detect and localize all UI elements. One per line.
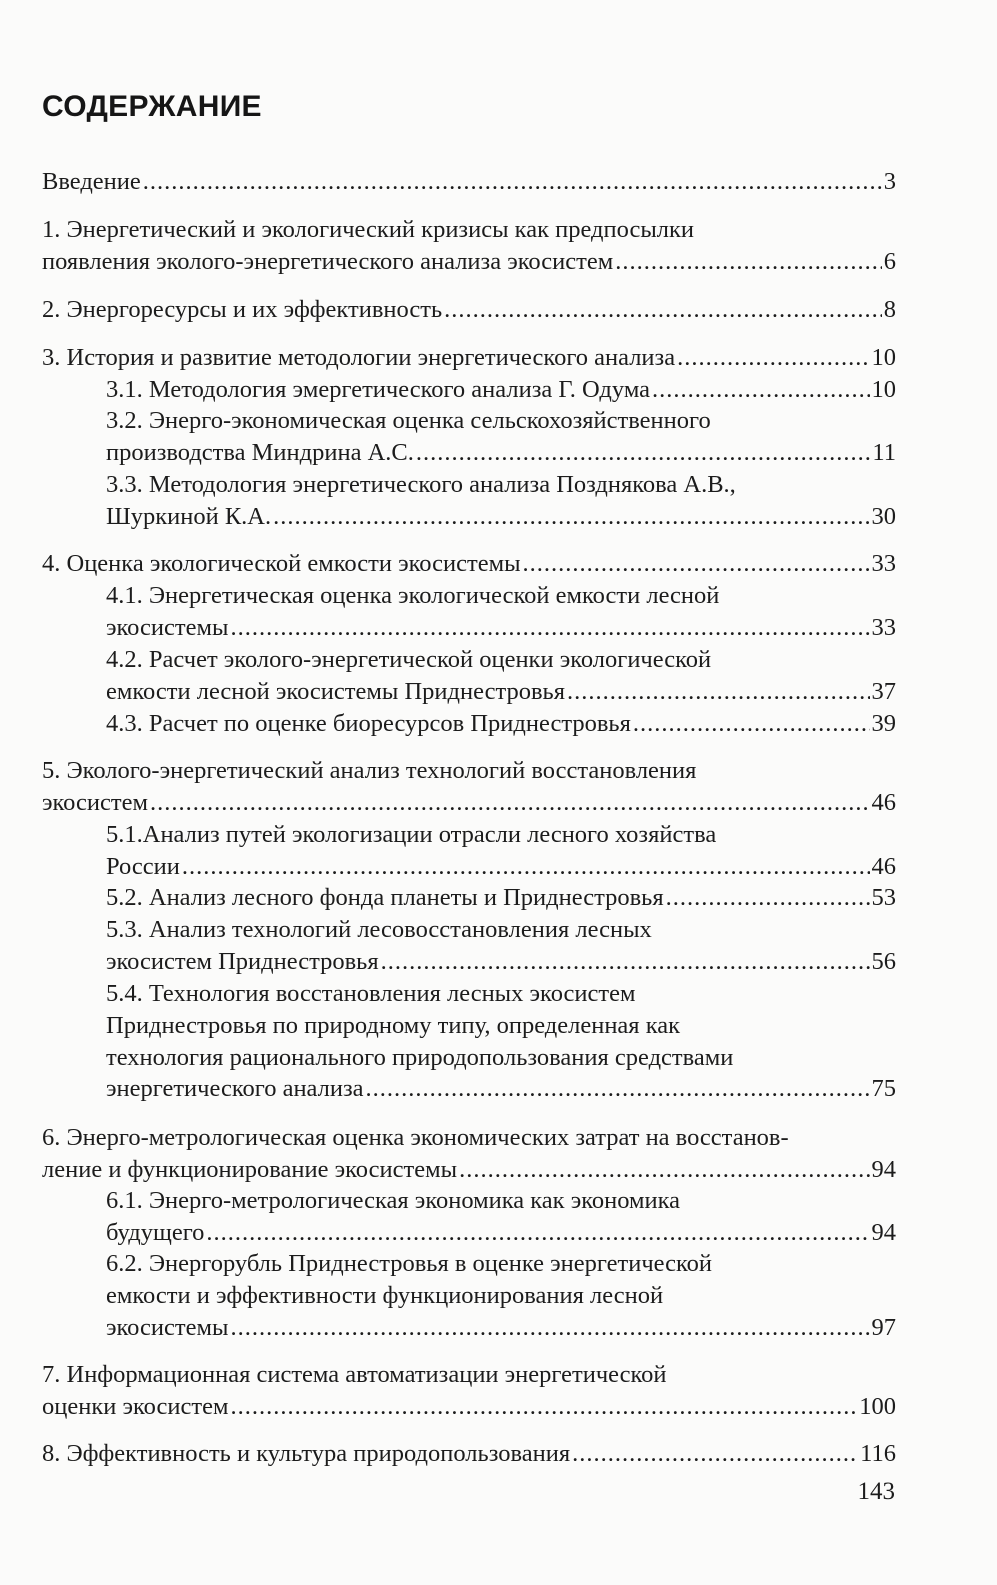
toc-page-number: 94 — [871, 1218, 896, 1246]
toc-entry-title: 8. Эффективность и культура природопользования — [42, 1440, 571, 1467]
toc-entry-title: 6.1. Энерго-метрологическая экономика как экономика — [106, 1187, 681, 1214]
dot-leader — [677, 342, 869, 374]
toc-entry-line-continued — [106, 580, 719, 612]
toc-entry-line — [42, 246, 896, 278]
toc-entry-line — [42, 342, 896, 374]
toc-entry-line-continued — [106, 469, 736, 501]
page-number: 143 — [857, 1478, 895, 1505]
toc-entry-title: 5. Эколого-энергетический анализ технологий восстановления — [42, 757, 697, 784]
toc-entry-line — [106, 882, 896, 914]
toc-entry-title: емкости и эффективности функционирования лесной — [106, 1281, 664, 1309]
toc-entry-title: 5.1.Анализ путей экологизации отрасли лесного хозяйства — [106, 821, 717, 848]
toc-entry-line-continued — [106, 405, 711, 437]
toc-page-number: 30 — [871, 502, 896, 530]
toc-entry-title: ление и функционирование экосистемы — [42, 1155, 458, 1183]
toc-entry-line-continued — [42, 1122, 789, 1154]
toc-page-number: 53 — [871, 884, 896, 911]
toc-entry-line — [42, 166, 896, 198]
toc-entry-title: экосистемы — [106, 613, 229, 641]
dot-leader — [273, 501, 869, 533]
toc-page-number: 37 — [871, 677, 896, 705]
toc-entry-title: 3.1. Методология эмергетического анализа Г. Одума — [106, 376, 651, 403]
toc-page-number: 100 — [859, 1392, 896, 1420]
dot-leader — [615, 246, 882, 278]
toc-page-number: 46 — [871, 852, 896, 880]
toc-entry-line-continued — [106, 644, 711, 676]
toc-page-number: 33 — [871, 550, 896, 577]
toc-entry-title: 5.4. Технология восстановления лесных экосистем — [106, 980, 636, 1007]
toc-entry-line-continued — [106, 978, 636, 1010]
toc-entry-title: 4. Оценка экологической емкости экосистемы — [42, 550, 521, 577]
toc-entry-title: 2. Энергоресурсы и их эффективность — [42, 296, 443, 323]
toc-page-number: 10 — [871, 344, 896, 371]
dot-leader — [459, 1154, 869, 1186]
toc-entry-line — [42, 294, 896, 326]
toc-page-number: 33 — [871, 613, 896, 641]
toc-page-number: 8 — [883, 296, 896, 323]
toc-entry-title: 4.1. Энергетическая оценка экологической емкости лесной — [106, 582, 720, 609]
toc-entry-line-continued — [106, 1280, 663, 1312]
toc-entry-title: экосистемы — [106, 1313, 229, 1341]
dot-leader — [143, 166, 882, 198]
toc-entry-line-continued — [106, 1042, 733, 1074]
toc-entry-line — [106, 374, 896, 406]
toc-page-number: 94 — [871, 1155, 896, 1183]
toc-entry-line — [106, 708, 896, 740]
toc-entry-title: 1. Энергетический и экологический кризисы как предпосылки — [42, 216, 695, 243]
toc-entry-line-continued — [106, 1185, 680, 1217]
toc-entry-title: появления эколого-энергетического анализа экосистем — [42, 247, 614, 275]
toc-entry-line — [106, 1312, 896, 1344]
toc-entry-line-continued — [106, 1248, 712, 1280]
toc-entry-title: 5.3. Анализ технологий лесовосстановления лесных — [106, 916, 652, 943]
toc-entry-title: экосистем — [42, 788, 148, 816]
contents-heading: СОДЕРЖАНИЕ — [42, 90, 262, 123]
dot-leader — [230, 612, 869, 644]
toc-entry-title: Введение — [42, 168, 141, 195]
toc-entry-title: Приднестровья по природному типу, определенная как — [106, 1011, 681, 1039]
dot-leader — [381, 946, 870, 978]
toc-entry-line-continued — [106, 914, 652, 946]
toc-page-number: 3 — [883, 168, 896, 195]
toc-entry-line — [106, 1217, 896, 1249]
toc-entry-line — [106, 946, 896, 978]
dot-leader — [666, 882, 870, 914]
toc-entry-title: будущего — [106, 1218, 205, 1246]
toc-entry-title: 4.3. Расчет по оценке биоресурсов Приднестровья — [106, 710, 631, 737]
dot-leader — [567, 676, 870, 708]
toc-entry-title: России — [106, 852, 180, 880]
dot-leader — [523, 548, 870, 580]
toc-page-number: 10 — [871, 376, 896, 403]
toc-entry-line — [106, 437, 896, 469]
toc-page-number: 97 — [871, 1313, 896, 1341]
toc-entry-line — [42, 1154, 896, 1186]
toc-page-number: 56 — [871, 947, 896, 975]
toc-entry-title: производства Миндрина А.С. — [106, 438, 414, 466]
toc-entry-line — [42, 787, 896, 819]
dot-leader — [230, 1312, 869, 1344]
toc-page-number: 39 — [871, 710, 896, 737]
dot-leader — [150, 787, 870, 819]
toc-entry-line-continued — [42, 755, 696, 787]
dot-leader — [366, 1073, 870, 1105]
toc-page-number: 75 — [871, 1075, 896, 1103]
toc-entry-title: 3.2. Энерго-экономическая оценка сельскохозяйственного — [106, 407, 711, 434]
toc-page-number: 6 — [883, 247, 896, 275]
toc-entry-line — [106, 501, 896, 533]
toc-entry-title: емкости лесной экосистемы Приднестровья — [106, 677, 565, 705]
dot-leader — [206, 1217, 869, 1249]
toc-entry-line-continued — [42, 214, 694, 246]
toc-entry-line — [42, 1391, 896, 1423]
toc-entry-line — [42, 548, 896, 580]
toc-entry-title: 5.2. Анализ лесного фонда планеты и Приднестровья — [106, 884, 664, 911]
toc-entry-line — [106, 676, 896, 708]
toc-entry-title: 3. История и развитие методологии энергетического анализа — [42, 344, 676, 371]
dot-leader — [444, 294, 882, 326]
dot-leader — [633, 708, 870, 740]
toc-entry-title: 7. Информационная система автоматизации энергетической — [42, 1361, 667, 1388]
toc-entry-title: Шуркиной К.А. — [106, 502, 272, 530]
toc-entry-line-continued — [106, 1010, 680, 1042]
toc-entry-title: 3.3. Методология энергетического анализа Позднякова А.В., — [106, 471, 736, 498]
toc-entry-line — [106, 1073, 896, 1105]
toc-entry-line-continued — [106, 819, 716, 851]
toc-entry-title: 6.2. Энергорубль Приднестровья в оценке энергетической — [106, 1250, 713, 1277]
toc-entry-title: экосистем Приднестровья — [106, 947, 379, 975]
toc-page-number: 11 — [872, 438, 896, 466]
toc-entry-line — [106, 851, 896, 883]
toc-entry-line-continued — [42, 1359, 667, 1391]
dot-leader — [230, 1391, 857, 1423]
toc-entry-line — [106, 612, 896, 644]
toc-entry-title: технология рационального природопользования средствами — [106, 1043, 734, 1071]
toc-entry-title: оценки экосистем — [42, 1392, 229, 1420]
toc-page-number: 116 — [860, 1440, 896, 1467]
toc-entry-title: 4.2. Расчет эколого-энергетической оценки экологической — [106, 646, 712, 673]
dot-leader — [652, 374, 869, 406]
dot-leader — [416, 437, 871, 469]
dot-leader — [182, 851, 870, 883]
toc-entry-title: 6. Энерго-метрологическая оценка экономических затрат на восстанов- — [42, 1124, 789, 1151]
toc-entry-line — [42, 1438, 896, 1470]
dot-leader — [572, 1438, 858, 1470]
toc-page-number: 46 — [871, 788, 896, 816]
toc-entry-title: энергетического анализа — [106, 1075, 364, 1103]
